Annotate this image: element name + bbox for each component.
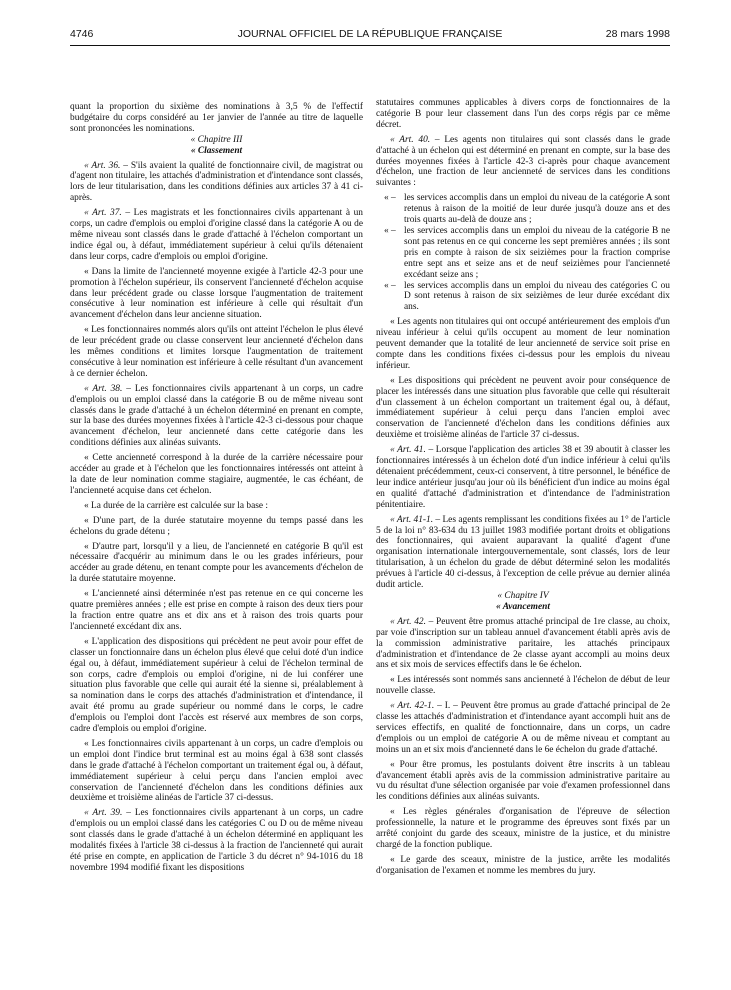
page-number: 4746 (70, 28, 94, 40)
body-paragraph (376, 376, 670, 441)
paragraph-text: – Les agents remplissant les conditions fixées au 1° de l'article 5 de la loi n° 83-634 du 13 juillet 1983 modifiée portant droits et obligations des fonctionnaires, qui avaient auparavant la qualité d'agent d'une organisation internationale intergouvernementale, sont classés, lors de leur titularisation, à un échelon du grade de début déterminé selon les modalités prévues à l'article 40 ci-dessus, à l'exception de celle prévue au dernier alinéa dudit article. (376, 514, 670, 591)
journal-title: JOURNAL OFFICIEL DE LA RÉPUBLIQUE FRANÇAISE (237, 28, 503, 40)
list-dash: « – (384, 280, 396, 291)
paragraph-text: « L'ancienneté ainsi déterminée n'est pas retenue en ce qui concerne les quatre premières années ; elle est prise en compte à raison des deux tiers pour la fraction entre quatre ans et dix ans et à raison des trois quarts pour l'ancienneté excédant dix ans. (70, 589, 363, 632)
body-paragraph (70, 161, 363, 205)
chapter-heading: « Chapitre IV (497, 590, 549, 601)
body-paragraph (70, 453, 363, 497)
body-paragraph (376, 675, 670, 697)
intro-paragraph: quant la proportion du sixième des nominations à 3,5 % de l'effectif budgétaire du corps considéré au 1er janvier de l'année au titre de laquelle sont prononcées les nominations. (70, 102, 363, 134)
body-paragraph (70, 325, 363, 380)
paragraph-text: – Les agents non titulaires qui sont classés dans le grade d'attaché à un échelon qui est déterminé en prenant en compte, sur la base des durées moyennes fixées à l'article 42-3 ci-après pour chaque avancement d'échelon, une fraction de leur ancienneté de services dans les conditions suivantes : (376, 134, 670, 189)
page-header (70, 28, 670, 44)
body-paragraph (70, 637, 363, 735)
list-item (376, 281, 670, 314)
article-label: « Art. 40. (390, 134, 431, 145)
body-paragraph (70, 542, 363, 586)
article-label: « Art. 42. (390, 616, 426, 627)
paragraph-text: « Les agents non titulaires qui ont occupé antérieurement des emplois d'un niveau inférieur à celui qu'ils occupent au moment de leur nomination peuvent demander que la totalité de leur ancienneté de service soit prise en compte dans les conditions fixées ci-dessus pour les emplois du niveau inférieur. (376, 317, 670, 371)
chapter-heading: « Chapitre III (190, 134, 243, 145)
body-paragraph (70, 501, 363, 512)
section-heading: « Avancement (496, 601, 550, 612)
body-paragraph (376, 760, 670, 804)
paragraph-text: « Les dispositions qui précèdent ne peuvent avoir pour conséquence de placer les intéressés dans une situation plus favorable que celle qui résulterait d'un classement à un échelon comportant un traitement égal ou, à défaut, immédiatement supérieur à celui perçu dans l'ancien emploi avec conservation de l'ancienneté d'échelon dans les conditions définies aux deuxième et troisième alinéas de l'article 37 ci-dessus. (376, 375, 670, 441)
body-paragraph (70, 267, 363, 322)
body-paragraph (376, 317, 670, 372)
paragraph-text: – Les magistrats et les fonctionnaires civils appartenant à un corps, un cadre d'emplois ou emploi d'origine classé dans la catégorie A ou de même niveau sont classés dans le grade d'attaché à l'échelon comportant un indice égal ou, à défaut, immédiatement supérieur à celui qu'ils détenaient dans leur corps, cadre d'emplois ou emploi d'origine. (70, 208, 363, 262)
paragraph-text: – S'ils avaient la qualité de fonctionnaire civil, de magistrat ou d'agent non titulaire, les attachés d'administration et d'intendance sont classés, lors de leur titularisation, dans les conditions définies aux articles 37 à 41 ci-après. (70, 160, 363, 204)
body-paragraph (376, 135, 670, 190)
list-dash: « – (384, 225, 396, 236)
paragraph-text: « Les intéressés sont nommés sans ancienneté à l'échelon de début de leur nouvelle classe. (376, 675, 670, 697)
body-paragraph (70, 589, 363, 633)
section-heading: « Classement (190, 145, 243, 156)
paragraph-text: « Les fonctionnaires civils appartenant à un corps, un cadre d'emplois ou un emploi dont l'indice brut terminal est au moins égal à 638 sont classés dans le grade d'attaché à l'échelon comportant un traitement égal ou, à défaut, immédiatement supérieur à celui perçu dans l'ancien emploi avec conservation de l'ancienneté d'échelon dans les conditions définies aux deuxième et troisième alinéas de l'article 37 ci-dessus. (70, 738, 363, 804)
body-paragraph (376, 445, 670, 510)
article-label: « Art. 37. (84, 208, 122, 219)
list-item-text: les services accomplis dans un emploi du niveau des catégories C ou D sont retenus à raison de six seizièmes de leur durée excédant dix ans. (404, 280, 670, 313)
paragraph-text: « Les règles générales d'organisation de l'épreuve de sélection professionnelle, la nature et le programme des épreuves sont fixés par un arrêté conjoint du garde des sceaux, ministre de la justice, et du ministre chargé de la fonction publique. (376, 807, 670, 850)
paragraph-text: « Cette ancienneté correspond à la durée de la carrière nécessaire pour accéder au grade et à l'échelon que les fonctionnaires intéressés ont atteint à la date de leur nomination comme stagiaire, augmentée, le cas échéant, de l'ancienneté acquise dans cet échelon. (70, 453, 363, 496)
article-label: « Art. 39. (84, 808, 123, 819)
paragraph-text: « D'une part, de la durée statutaire moyenne du temps passé dans les échelons du grade détenu ; (70, 515, 363, 537)
body-paragraph (70, 516, 363, 538)
body-paragraph (376, 515, 670, 591)
body-paragraph (70, 739, 363, 804)
article-label: « Art. 41. (390, 445, 426, 456)
article-label: « Art. 38. (84, 383, 123, 394)
paragraph-text: « L'application des dispositions qui précèdent ne peut avoir pour effet de classer un fonctionnaire dans un échelon plus élevé que celui doté d'un indice égal ou, à défaut, immédiatement supérieur à celui de l'échelon terminal de son corps, cadre d'emplois ou emploi d'origine, ni de lui conférer une situation plus favorable que celle qui aurait été la sienne si, préalablement à sa nomination dans le corps des attachés d'administration et d'intendance, il avait été promu au grade supérieur ou nommé dans le corps, le cadre d'emplois ou l'emploi dont l'accès est réservé aux membres de son corps, cadre d'emplois ou emploi d'origine. (70, 636, 363, 735)
paragraph-list (70, 161, 363, 874)
paragraph-text: – Les fonctionnaires civils appartenant à un corps, un cadre d'emplois ou un emploi classé dans la catégorie B ou de même niveau sont classés dans le grade d'attaché à un échelon déterminé en prenant en compte, sur la base des durées moyennes fixées à l'article 42-3 ci-dessous pour chaque avancement d'échelon, leur ancienneté dans cette catégorie dans les conditions définies aux alinéas suivants. (70, 383, 363, 449)
paragraph-text: – I. – Peuvent être promus au grade d'attaché principal de 2e classe les attachés d'administration et d'intendance ayant accompli huit ans de services effectifs, en qualité de fonctionnaire, dans un corps, un cadre d'emplois ou un emploi de catégorie A ou de même niveau et comptant au moins un an et six mois d'ancienneté dans le 6e échelon du grade d'attaché. (376, 701, 670, 755)
right-column (376, 98, 670, 962)
paragraph-text: « La durée de la carrière est calculée sur la base : (84, 500, 269, 511)
list-item (376, 193, 670, 226)
paragraph-list (376, 317, 670, 591)
body-paragraph (376, 701, 670, 756)
article-label: « Art. 42-1. (390, 701, 435, 712)
paragraph-text: – Peuvent être promus attaché principal de 1re classe, au choix, par voie d'inscription sur un tableau annuel d'avancement établi après avis de la commission administrative paritaire, les attachés principaux d'administration et d'intendance de 2e classe ayant accompli au moins deux ans et six mois de services effectifs dans le 6e échelon. (376, 616, 670, 671)
body-paragraph (70, 208, 363, 263)
list-item-text: les services accomplis dans un emploi du niveau de la catégorie B ne sont pas retenus en ce qui concerne les sept premières années ; ils sont pris en compte à raison de six seizièmes pour la fraction comprise entre sept ans et seize ans et de neuf seizièmes pour l'ancienneté excédant seize ans ; (404, 225, 670, 280)
body-paragraph (376, 855, 670, 877)
body-paragraph (376, 807, 670, 851)
article-label: « Art. 36. (84, 160, 121, 171)
paragraph-list (376, 617, 670, 877)
list-item (376, 226, 670, 281)
article-label: « Art. 41-1. (390, 514, 434, 525)
issue-date: 28 mars 1998 (605, 28, 670, 40)
paragraph-list (376, 135, 670, 190)
list-item-text: les services accomplis dans un emploi du niveau de la catégorie A sont retenus à raison de la moitié de leur durée jusqu'à douze ans et des trois quarts au-delà de douze ans ; (404, 193, 670, 226)
paragraph-text: « Pour être promus, les postulants doivent être inscrits à un tableau d'avancement établi après avis de la commission administrative paritaire au vu du résultat d'une sélection organisée par voie d'examen professionnel dans les conditions définies aux alinéas suivants. (376, 759, 670, 803)
service-conditions-list (376, 193, 670, 313)
left-column (70, 102, 363, 962)
list-dash: « – (384, 193, 396, 204)
header-rule (70, 45, 670, 46)
paragraph-text: « D'autre part, lorsqu'il y a lieu, de l'ancienneté en catégorie B qu'il est nécessaire d'acquérir au minimum dans le ou les grades inférieurs, pour accéder au grade détenu, en tenant compte pour les avancements d'échelon de la durée statutaire moyenne. (70, 541, 363, 585)
intro-paragraph: statutaires communes applicables à divers corps de fonctionnaires de la catégorie B pour leur classement dans l'un des corps régis par ce même décret. (376, 98, 670, 130)
paragraph-text: « Les fonctionnaires nommés alors qu'ils ont atteint l'échelon le plus élevé de leur précédent grade ou classe conservent leur ancienneté d'échelon dans les mêmes conditions et limites lorsque l'augmentation de traitement consécutive à leur nomination est inférieure à celle résultant d'un avancement à ce dernier échelon. (70, 325, 363, 379)
body-paragraph (70, 808, 363, 873)
paragraph-text: « Le garde des sceaux, ministre de la justice, arrête les modalités d'organisation de l'examen et nomme les membres du jury. (376, 854, 670, 876)
paragraph-text: – Lorsque l'application des articles 38 et 39 aboutit à classer les fonctionnaires intéressés à un échelon doté d'un indice inférieur à celui qu'ils détenaient précédemment, ceux-ci conservent, à titre personnel, le bénéfice de leur indice antérieur jusqu'au jour où ils bénéficient d'un indice au moins égal en qualité d'attaché d'administration et d'intendance de l'administration pénitentiaire. (376, 445, 670, 510)
paragraph-text: « Dans la limite de l'ancienneté moyenne exigée à l'article 42-3 pour une promotion à l'échelon supérieur, ils conservent l'ancienneté d'échelon acquise dans leur précédent grade ou classe lorsque l'augmentation de traitement consécutive à leur nomination est inférieure à celle qui résultait d'un avancement d'échelon dans leur ancienne situation. (70, 266, 363, 321)
body-paragraph (70, 384, 363, 449)
body-paragraph (376, 617, 670, 672)
paragraph-text: – Les fonctionnaires civils appartenant à un corps, un cadre d'emplois ou un emploi classé dans les catégories C ou D ou de même niveau sont classés dans le grade d'attaché à un échelon déterminé en appliquant les modalités fixées à l'article 38 ci-dessus à la fraction de l'ancienneté qui aurait été prise en compte, en application de l'article 3 du décret n° 94-1016 du 18 novembre 1994 modifié fixant les dispositions (70, 808, 363, 873)
